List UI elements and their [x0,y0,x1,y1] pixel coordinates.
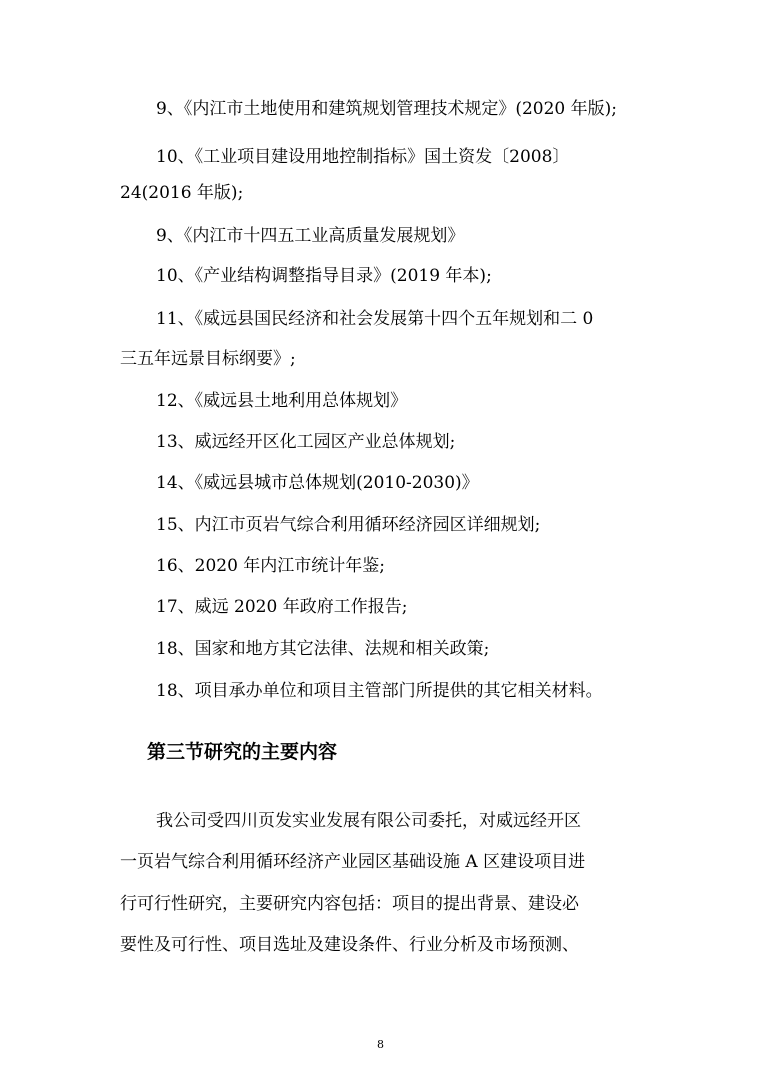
reference-item: 16、2020 年内江市统计年鉴; [156,556,386,576]
reference-item: 10、《工业项目建设用地控制指标》国土资发〔2008〕 [156,147,570,167]
reference-item-continuation: 24(2016 年版); [120,183,244,203]
body-line: 要性及可行性、项目选址及建设条件、行业分析及市场预测、 [120,935,579,955]
reference-item: 17、威远 2020 年政府工作报告; [156,597,408,617]
reference-item: 18、项目承办单位和项目主管部门所提供的其它相关材料。 [156,681,603,701]
reference-item: 13、威远经开区化工园区产业总体规划; [156,432,456,452]
reference-item: 10、《产业结构调整指导目录》(2019 年本); [156,266,492,286]
reference-item: 18、国家和地方其它法律、法规和相关政策; [156,639,490,659]
body-line: 我公司受四川页发实业发展有限公司委托，对威远经开区 [156,811,581,831]
section-heading: 第三节研究的主要内容 [147,741,338,763]
reference-item: 9、《内江市土地使用和建筑规划管理技术规定》(2020 年版); [156,99,617,119]
reference-item-continuation: 三五年远景目标纲要》; [120,349,296,369]
reference-item: 9、《内江市十四五工业高质量发展规划》 [156,226,465,246]
body-line: 一页岩气综合利用循环经济产业园区基础设施 A 区建设项目进 [120,852,586,872]
reference-item: 12、《威远县土地利用总体规划》 [156,391,408,411]
reference-item: 11、《威远县国民经济和社会发展第十四个五年规划和二 0 [156,309,594,329]
reference-item: 14、《威远县城市总体规划(2010-2030)》 [156,473,479,493]
body-line: 行可行性研究，主要研究内容包括：项目的提出背景、建设必 [120,894,579,914]
reference-item: 15、内江市页岩气综合利用循环经济园区详细规划; [156,515,541,535]
page-number: 8 [377,1038,384,1051]
